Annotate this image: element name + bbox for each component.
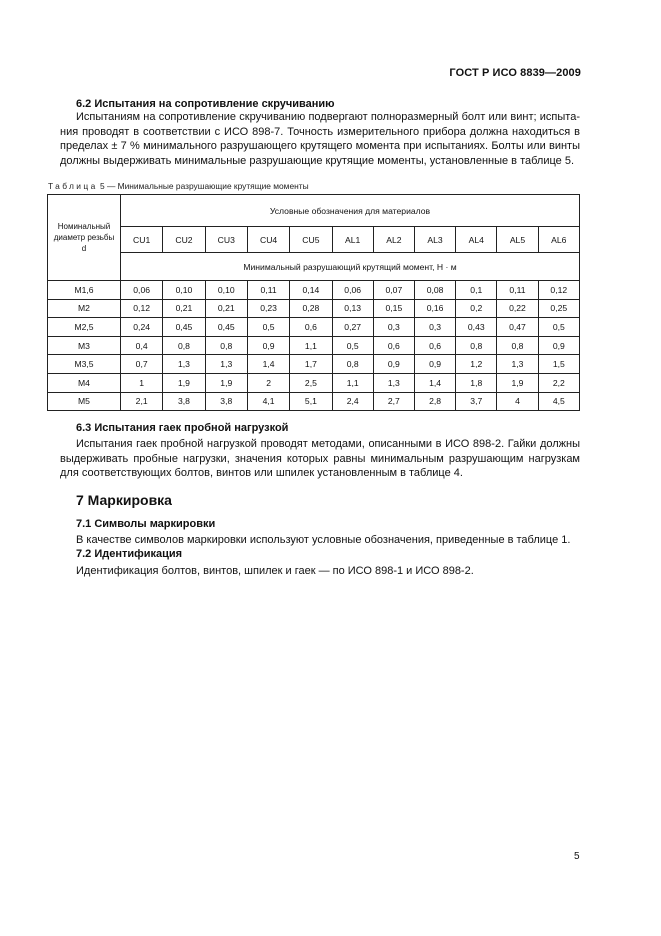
torque-value-cell: 0,9 [538, 336, 579, 355]
torque-value-cell: 1,3 [205, 355, 247, 374]
torque-value-cell: 1,4 [247, 355, 289, 374]
torque-value-cell: 0,10 [163, 281, 205, 300]
torque-value-cell: 0,3 [373, 318, 414, 337]
torque-value-cell: 0,8 [332, 355, 373, 374]
diameter-column-header [48, 195, 121, 281]
section-6-3-title: 6.3 Испытания гаек пробной нагрузкой [76, 422, 289, 434]
row-size-cell: M3,5 [48, 355, 121, 374]
torque-value-cell: 0,24 [121, 318, 163, 337]
torque-value-cell: 1 [121, 373, 163, 392]
torque-value-cell: 0,21 [163, 299, 205, 318]
document-header: ГОСТ Р ИСО 8839—2009 [449, 67, 581, 79]
table-row [48, 281, 580, 300]
torque-value-cell: 1,7 [290, 355, 332, 374]
torque-value-cell: 1,9 [163, 373, 205, 392]
torque-value-cell: 0,21 [205, 299, 247, 318]
torque-value-cell: 1,4 [414, 373, 455, 392]
torque-value-cell: 0,2 [456, 299, 497, 318]
section-7-2-text: Идентификация болтов, винтов, шпилек и гаек — по ИСО 898-1 и ИСО 898-2. [76, 565, 474, 577]
torque-value-cell: 1,3 [163, 355, 205, 374]
materials-group-header: Условные обозначения для материалов [121, 195, 580, 227]
caption-text: 5 — Минимальные разрушающие крутящие моменты [99, 181, 309, 191]
torque-value-cell: 0,6 [373, 336, 414, 355]
torque-value-cell: 0,5 [332, 336, 373, 355]
section-7-2-title: 7.2 Идентификация [76, 548, 183, 560]
torque-value-cell: 0,5 [538, 318, 579, 337]
torque-value-cell: 3,8 [163, 392, 205, 411]
torque-value-cell: 1,9 [497, 373, 538, 392]
unit-header: Минимальный разрушающий крутящий момент, Н · м [121, 253, 580, 281]
torque-value-cell: 0,11 [497, 281, 538, 300]
torque-value-cell: 0,7 [121, 355, 163, 374]
torque-value-cell: 2,1 [121, 392, 163, 411]
section-7-title: 7 Маркировка [76, 492, 172, 508]
torque-value-cell: 2,5 [290, 373, 332, 392]
torque-value-cell: 0,8 [205, 336, 247, 355]
torque-value-cell: 2,4 [332, 392, 373, 411]
torque-value-cell: 1,1 [290, 336, 332, 355]
torque-value-cell: 1,8 [456, 373, 497, 392]
torque-value-cell: 0,45 [163, 318, 205, 337]
row-size-cell: M1,6 [48, 281, 121, 300]
material-header-cu5: CU5 [290, 227, 332, 253]
torque-value-cell: 2,8 [414, 392, 455, 411]
torque-value-cell: 4,1 [247, 392, 289, 411]
torque-value-cell: 0,9 [247, 336, 289, 355]
torque-value-cell: 0,8 [163, 336, 205, 355]
torque-value-cell: 3,8 [205, 392, 247, 411]
torque-value-cell: 3,7 [456, 392, 497, 411]
section-7-1-text: В качестве символов маркировки используют условные обозначения, приведенные в таблице 1. [76, 534, 571, 546]
torque-value-cell: 0,45 [205, 318, 247, 337]
torque-value-cell: 0,06 [332, 281, 373, 300]
torque-value-cell: 4,5 [538, 392, 579, 411]
material-header-al2: AL2 [373, 227, 414, 253]
material-header-al1: AL1 [332, 227, 373, 253]
table-5-caption [48, 181, 309, 191]
torque-value-cell: 0,23 [247, 299, 289, 318]
row-size-cell: M3 [48, 336, 121, 355]
torque-value-cell: 0,08 [414, 281, 455, 300]
material-header-cu4: CU4 [247, 227, 289, 253]
table-row [48, 336, 580, 355]
torque-value-cell: 0,12 [538, 281, 579, 300]
table-row [48, 318, 580, 337]
table-row [48, 355, 580, 374]
torque-value-cell: 0,10 [205, 281, 247, 300]
torque-value-cell: 4 [497, 392, 538, 411]
table-row [48, 392, 580, 411]
page-number: 5 [574, 851, 580, 862]
section-6-2-title: 6.2 Испытания на сопротивление скручиванию [76, 98, 335, 110]
torque-value-cell: 1,1 [332, 373, 373, 392]
torque-value-cell: 0,1 [456, 281, 497, 300]
torque-value-cell: 5,1 [290, 392, 332, 411]
table-row [48, 299, 580, 318]
torque-value-cell: 0,13 [332, 299, 373, 318]
torque-value-cell: 0,9 [414, 355, 455, 374]
torque-value-cell: 0,27 [332, 318, 373, 337]
torque-value-cell: 2,2 [538, 373, 579, 392]
torque-value-cell: 1,2 [456, 355, 497, 374]
caption-prefix: Таблица [48, 181, 98, 191]
torque-value-cell: 0,25 [538, 299, 579, 318]
material-header-cu1: CU1 [121, 227, 163, 253]
row-size-cell: M2 [48, 299, 121, 318]
torque-value-cell: 0,4 [121, 336, 163, 355]
table-row [48, 373, 580, 392]
section-6-3-text: Испытания гаек пробной нагрузкой проводят методами, описанными в ИСО 898-2. Гайки должны выдерживать пробные нагрузки, значения которых равны минимальным разрушающим нагрузкам для соответствующих болтов, винтов или шпилек установленным в таблице 4. [60, 438, 580, 480]
torque-value-cell: 1,9 [205, 373, 247, 392]
row-size-cell: M5 [48, 392, 121, 411]
torque-value-cell: 0,3 [414, 318, 455, 337]
row-size-cell: M4 [48, 373, 121, 392]
material-header-al3: AL3 [414, 227, 455, 253]
material-header-al4: AL4 [456, 227, 497, 253]
row-size-cell: M2,5 [48, 318, 121, 337]
torque-value-cell: 0,6 [414, 336, 455, 355]
torque-value-cell: 0,8 [456, 336, 497, 355]
torque-value-cell: 0,47 [497, 318, 538, 337]
torque-value-cell: 0,8 [497, 336, 538, 355]
torque-value-cell: 0,07 [373, 281, 414, 300]
torque-value-cell: 0,6 [290, 318, 332, 337]
torque-value-cell: 0,15 [373, 299, 414, 318]
material-header-al6: AL6 [538, 227, 579, 253]
material-header-cu3: CU3 [205, 227, 247, 253]
torque-value-cell: 1,5 [538, 355, 579, 374]
material-header-cu2: CU2 [163, 227, 205, 253]
torque-value-cell: 0,5 [247, 318, 289, 337]
torque-value-cell: 0,12 [121, 299, 163, 318]
torque-value-cell: 1,3 [497, 355, 538, 374]
torque-value-cell: 0,06 [121, 281, 163, 300]
torque-value-cell: 1,3 [373, 373, 414, 392]
diameter-header-text: Номинальный диаметр резьбы d [53, 222, 115, 253]
torque-value-cell: 0,9 [373, 355, 414, 374]
section-7-1-title: 7.1 Символы маркировки [76, 518, 216, 530]
torque-value-cell: 0,22 [497, 299, 538, 318]
torque-value-cell: 0,16 [414, 299, 455, 318]
torque-value-cell: 0,28 [290, 299, 332, 318]
section-6-2-text: Испытаниям на сопротивление скручиванию подвергают полноразмерный болт или винт; испыта-ния проводят в соответствии с ИСО 898-7. Точность измерительного прибора должна находиться в пределах ± 7 % минимального разрушающего крутящего момента при испытаниях. Болты или винты должны выдерживать минимальные разрушающие крутящие моменты, установленные в таблице 5. [60, 111, 580, 167]
material-header-al5: AL5 [497, 227, 538, 253]
table-5 [47, 194, 580, 411]
torque-value-cell: 2 [247, 373, 289, 392]
torque-value-cell: 0,43 [456, 318, 497, 337]
torque-value-cell: 0,11 [247, 281, 289, 300]
torque-value-cell: 0,14 [290, 281, 332, 300]
torque-value-cell: 2,7 [373, 392, 414, 411]
